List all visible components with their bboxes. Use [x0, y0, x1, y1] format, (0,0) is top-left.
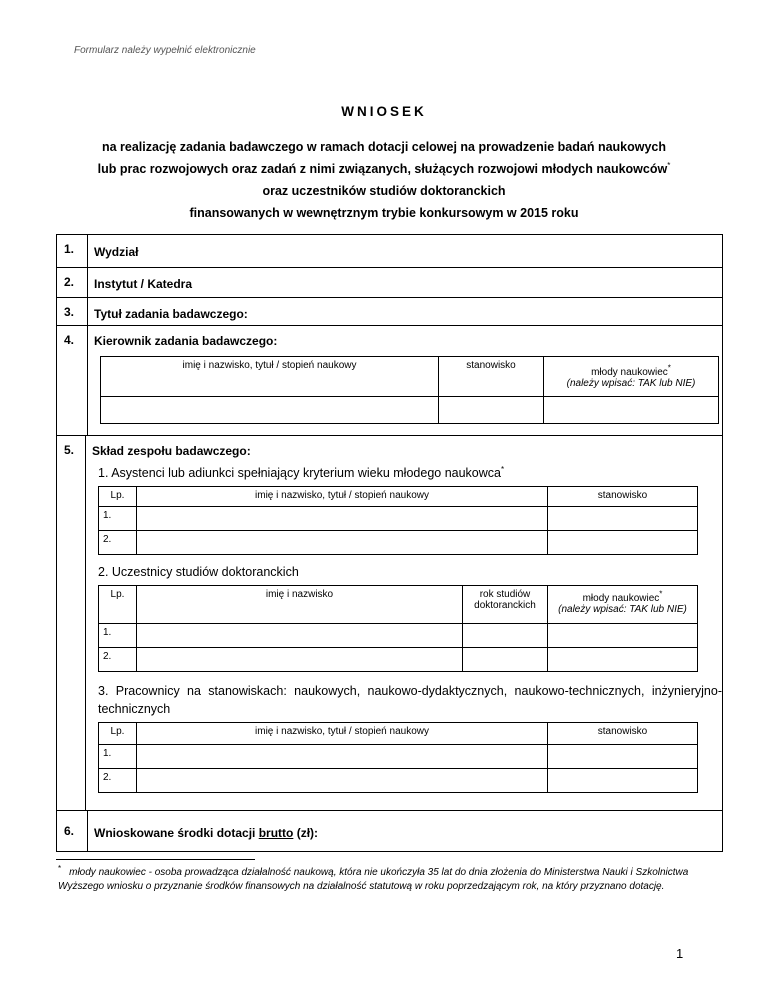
funding-field[interactable]	[88, 811, 722, 851]
col-lp-header: Lp.	[99, 487, 137, 507]
table-row	[99, 531, 698, 555]
col-lp-header: Lp.	[99, 723, 137, 745]
section-label: Wydział	[94, 245, 139, 259]
form-subtitle	[0, 136, 768, 224]
manager-position-cell[interactable]	[439, 397, 544, 424]
col-year-header: rok studiów doktoranckich	[463, 586, 548, 624]
task-title-field[interactable]	[88, 298, 722, 325]
section-label: Kierownik zadania badawczego:	[94, 334, 278, 348]
form-title: WNIOSEK	[341, 104, 427, 119]
row-number: 2.	[99, 648, 137, 672]
subtitle-line-3: oraz uczestników studiów doktoranckich	[262, 184, 506, 198]
young-cell[interactable]	[548, 648, 698, 672]
subtitle-line-4: finansowanych w wewnętrznym trybie konkursowym w 2015 roku	[189, 206, 579, 220]
col-name-header: imię i nazwisko, tytuł / stopień naukowy	[137, 723, 548, 745]
col-name-header: imię i nazwisko, tytuł / stopień naukowy	[101, 357, 439, 397]
name-cell[interactable]	[137, 531, 548, 555]
name-cell[interactable]	[137, 507, 548, 531]
col-name-header: imię i nazwisko, tytuł / stopień naukowy	[137, 487, 548, 507]
footnote-text: młody naukowiec - osoba prowadząca działalność naukową, która nie ukończyła 35 lat do dnia złożenia do Ministerstwa Nauki i Szkolnictwa Wyższego wniosku o przyznanie środków finansowych na działalność statutową w roku poprzedzającym rok, na który przyznano dotację.	[58, 867, 689, 892]
manager-young-cell[interactable]	[544, 397, 719, 424]
section-label: Wnioskowane środki dotacji brutto (zł):	[94, 826, 319, 840]
application-table	[56, 234, 723, 852]
subtitle-line-1: na realizację zadania badawczego w ramach dotacji celowej na prowadzenie badań naukowych	[101, 140, 667, 154]
section-label: Instytut / Katedra	[94, 277, 193, 291]
young-cell[interactable]	[548, 624, 698, 648]
table-row	[99, 745, 698, 769]
footnote	[58, 863, 722, 894]
section-number: 5.	[57, 436, 86, 810]
manager-row	[101, 397, 719, 424]
row-number: 1.	[99, 507, 137, 531]
position-cell[interactable]	[548, 507, 698, 531]
team-group-3-table	[98, 722, 698, 793]
footnote-marker: *	[667, 160, 671, 170]
faculty-field[interactable]	[88, 235, 722, 267]
section-funding	[57, 810, 722, 851]
team-group-1-table	[98, 486, 698, 555]
section-faculty	[57, 235, 722, 267]
team-group-2-title: 2. Uczestnicy studiów doktoranckich	[98, 565, 299, 579]
page-number: 1	[676, 946, 684, 961]
section-number: 6.	[57, 811, 88, 851]
table-row	[99, 769, 698, 793]
col-lp-header: Lp.	[99, 586, 137, 624]
row-number: 2.	[99, 531, 137, 555]
section-number: 4.	[57, 326, 88, 435]
header-note: Formularz należy wypełnić elektronicznie	[74, 45, 256, 56]
team-group-3-title: 3. Pracownicy na stanowiskach: naukowych, naukowo-dydaktycznych, naukowo-technicznych, inżynieryjno-technicznych	[98, 684, 722, 716]
footnote-separator	[56, 859, 255, 860]
section-number: 2.	[57, 268, 88, 297]
team-group-1-title: 1. Asystenci lub adiunkci spełniający kryterium wieku młodego naukowca*	[98, 464, 505, 480]
section-team	[57, 435, 722, 810]
position-cell[interactable]	[548, 531, 698, 555]
section-institute	[57, 267, 722, 297]
col-position-header: stanowisko	[548, 723, 698, 745]
table-row	[99, 648, 698, 672]
team-group-2-table	[98, 585, 698, 672]
manager-name-cell[interactable]	[101, 397, 439, 424]
name-cell[interactable]	[137, 745, 548, 769]
section-task-manager	[57, 325, 722, 435]
institute-field[interactable]	[88, 268, 722, 297]
col-young-header: młody naukowiec* (należy wpisać: TAK lub NIE)	[548, 586, 698, 624]
col-young-header: młody naukowiec* (należy wpisać: TAK lub NIE)	[544, 357, 719, 397]
footnote-marker: *	[58, 863, 62, 873]
row-number: 1.	[99, 624, 137, 648]
table-row	[99, 507, 698, 531]
position-cell[interactable]	[548, 745, 698, 769]
row-number: 1.	[99, 745, 137, 769]
col-position-header: stanowisko	[439, 357, 544, 397]
year-cell[interactable]	[463, 648, 548, 672]
section-number: 1.	[57, 235, 88, 267]
section-label: Skład zespołu badawczego:	[92, 444, 251, 458]
section-number: 3.	[57, 298, 88, 325]
col-position-header: stanowisko	[548, 487, 698, 507]
row-number: 2.	[99, 769, 137, 793]
name-cell[interactable]	[137, 624, 463, 648]
name-cell[interactable]	[137, 769, 548, 793]
section-task-title	[57, 297, 722, 325]
manager-table	[100, 356, 719, 424]
year-cell[interactable]	[463, 624, 548, 648]
name-cell[interactable]	[137, 648, 463, 672]
table-row	[99, 624, 698, 648]
section-label: Tytuł zadania badawczego:	[94, 307, 248, 321]
position-cell[interactable]	[548, 769, 698, 793]
subtitle-line-2: lub prac rozwojowych oraz zadań z nimi związanych, służących rozwojowi młodych naukowców*	[97, 160, 671, 176]
col-name-header: imię i nazwisko	[137, 586, 463, 624]
